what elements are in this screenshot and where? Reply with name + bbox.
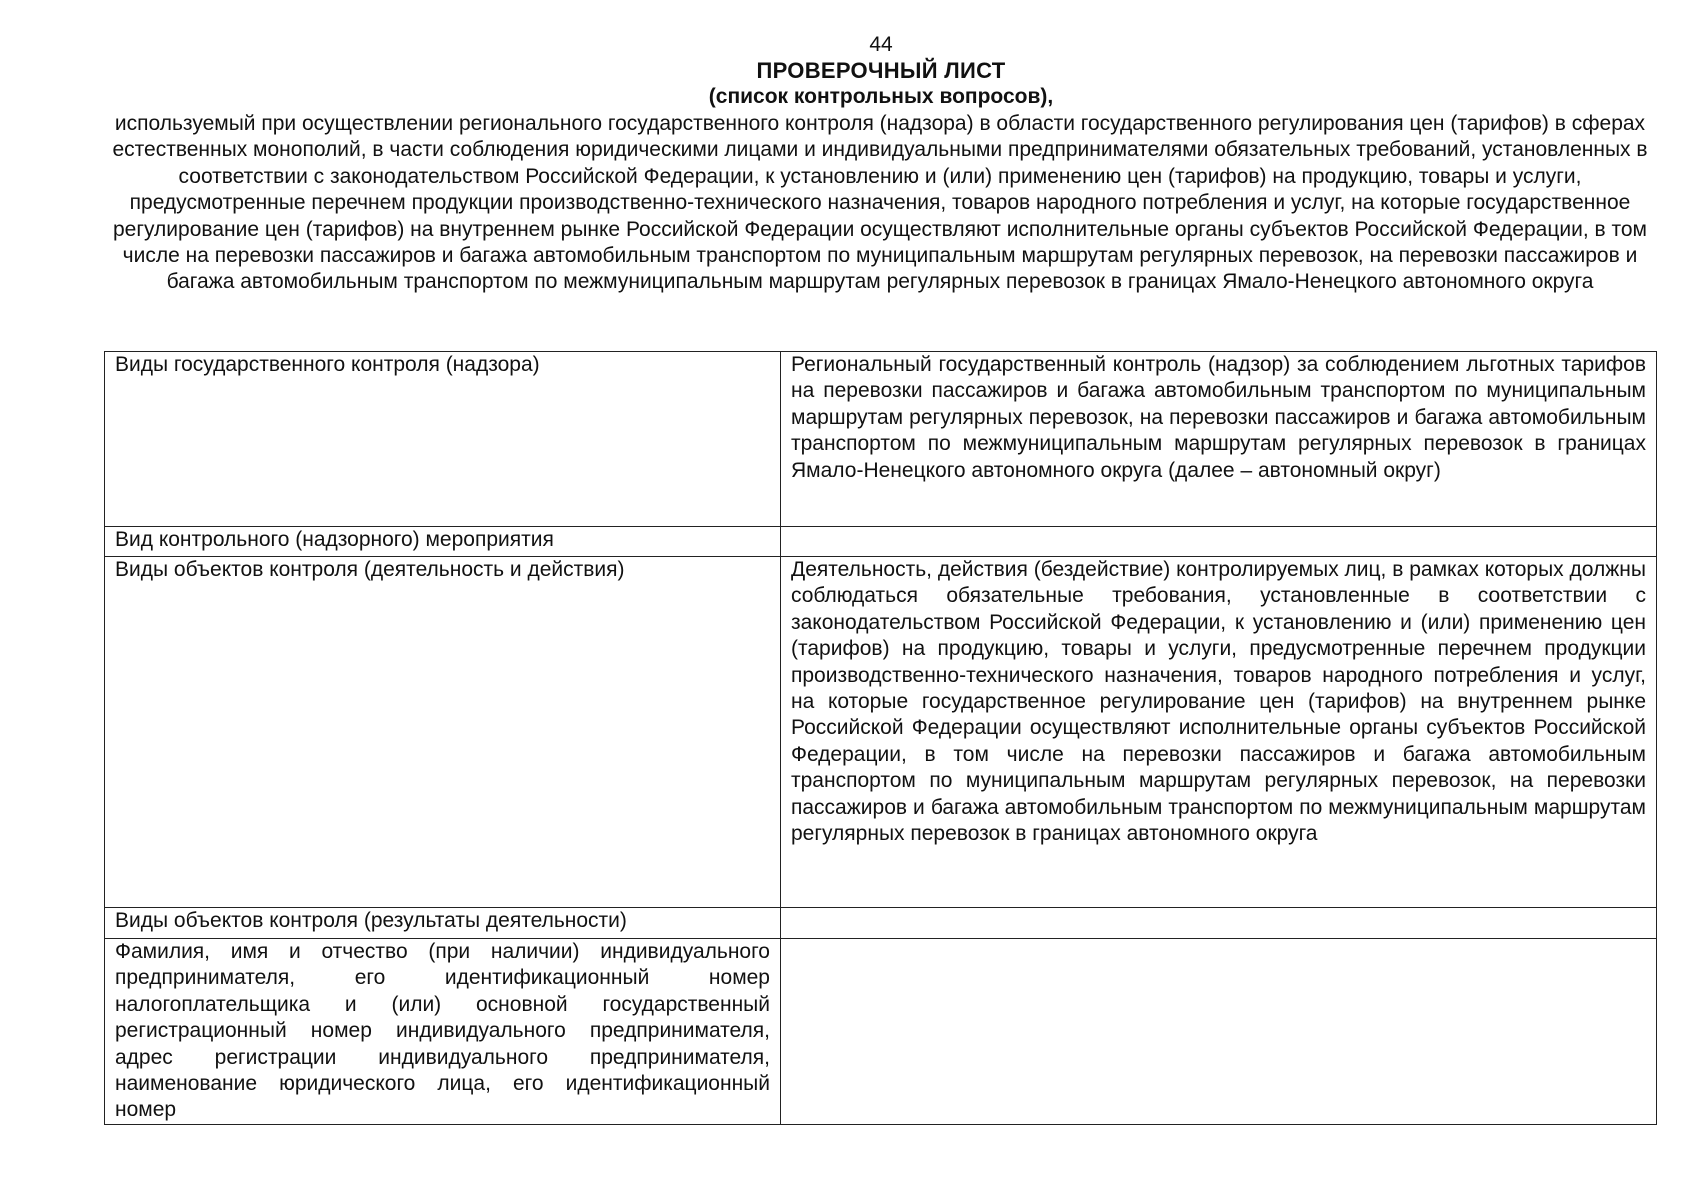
row-label-cell — [105, 939, 781, 1125]
row-value-cell — [781, 527, 1657, 557]
row-value: Деятельность, действия (бездействие) контролируемых лиц, в рамках которых должны соблюдаться обязательные требования, установленные в соответствии с законодательством Российской Федерации, к установлению и (или) применению цен (тарифов) на продукцию, товары и услуги, предусмотренные перечнем продукции производственно-технического назначения, товаров народного потребления и услуг, на которые государственное регулирование цен (тарифов) на внутреннем рынке Российской Федерации осуществляют исполнительные органы субъектов Российской Федерации, в том числе на перевозки пассажиров и багажа автомобильным транспортом по муниципальным маршрутам регулярных перевозок, на перевозки пассажиров и багажа автомобильным транспортом по межмуниципальным маршрутам регулярных перевозок в границах автономного округа — [791, 558, 1646, 846]
row-label: Вид контрольного (надзорного) мероприятия — [115, 528, 554, 551]
table-row — [105, 527, 1657, 557]
row-label: Виды объектов контроля (результаты деятельности) — [115, 909, 627, 932]
table-row — [105, 939, 1657, 1125]
row-label-cell — [105, 527, 781, 557]
row-value-cell — [781, 557, 1657, 908]
row-value-cell — [781, 939, 1657, 1125]
table-row — [105, 352, 1657, 527]
row-label-cell — [105, 352, 781, 527]
row-label: Виды государственного контроля (надзора) — [115, 353, 540, 376]
row-label-cell — [105, 908, 781, 939]
row-value-cell — [781, 352, 1657, 527]
checklist-table — [104, 351, 1657, 1125]
row-value: Региональный государственный контроль (надзор) за соблюдением льготных тарифов на перевозки пассажиров и багажа автомобильным транспортом по муниципальным маршрутам регулярных перевозок, на перевозки пассажиров и багажа автомобильным транспортом по межмуниципальным маршрутам регулярных перевозок в границах Ямало-Ненецкого автономного округа (далее – автономный округ) — [791, 353, 1646, 482]
row-value-cell — [781, 908, 1657, 939]
document-description: используемый при осуществлении регионального государственного контроля (надзора) в области государственного регулирования цен (тарифов) в сферах естественных монополий, в части соблюдения юридическими лицами и индивидуальными предпринимателями обязательных требований, установленных в соответствии с законодательством Российской Федерации, к установлению и (или) применению цен (тарифов) на продукцию, товары и услуги, предусмотренные перечнем продукции производственно-технического назначения, товаров народного потребления и услуг, на которые государственное регулирование цен (тарифов) на внутреннем рынке Российской Федерации осуществляют исполнительные органы субъектов Российской Федерации, в том числе на перевозки пассажиров и багажа автомобильным транспортом по муниципальным маршрутам регулярных перевозок, на перевозки пассажиров и багажа автомобильным транспортом по межмуниципальным маршрутам регулярных перевозок в границах Ямало-Ненецкого автономного округа — [112, 112, 1648, 294]
table-row — [105, 557, 1657, 908]
document-title: ПРОВЕРОЧНЫЙ ЛИСТ — [756, 58, 1006, 83]
title-block — [0, 58, 1696, 110]
row-label: Фамилия, имя и отчество (при наличии) индивидуального предпринимателя, его идентификационный номер налогоплательщика и (или) основной государственный регистрационный номер индивидуального предпринимателя, адрес регистрации индивидуального предпринимателя, наименование юридического лица, его идентификационный номер — [115, 940, 770, 1122]
row-label: Виды объектов контроля (деятельность и действия) — [115, 558, 625, 581]
row-label-cell — [105, 557, 781, 908]
table-row — [105, 908, 1657, 939]
document-subtitle: (список контрольных вопросов), — [708, 85, 1054, 108]
page-number: 44 — [869, 33, 893, 56]
